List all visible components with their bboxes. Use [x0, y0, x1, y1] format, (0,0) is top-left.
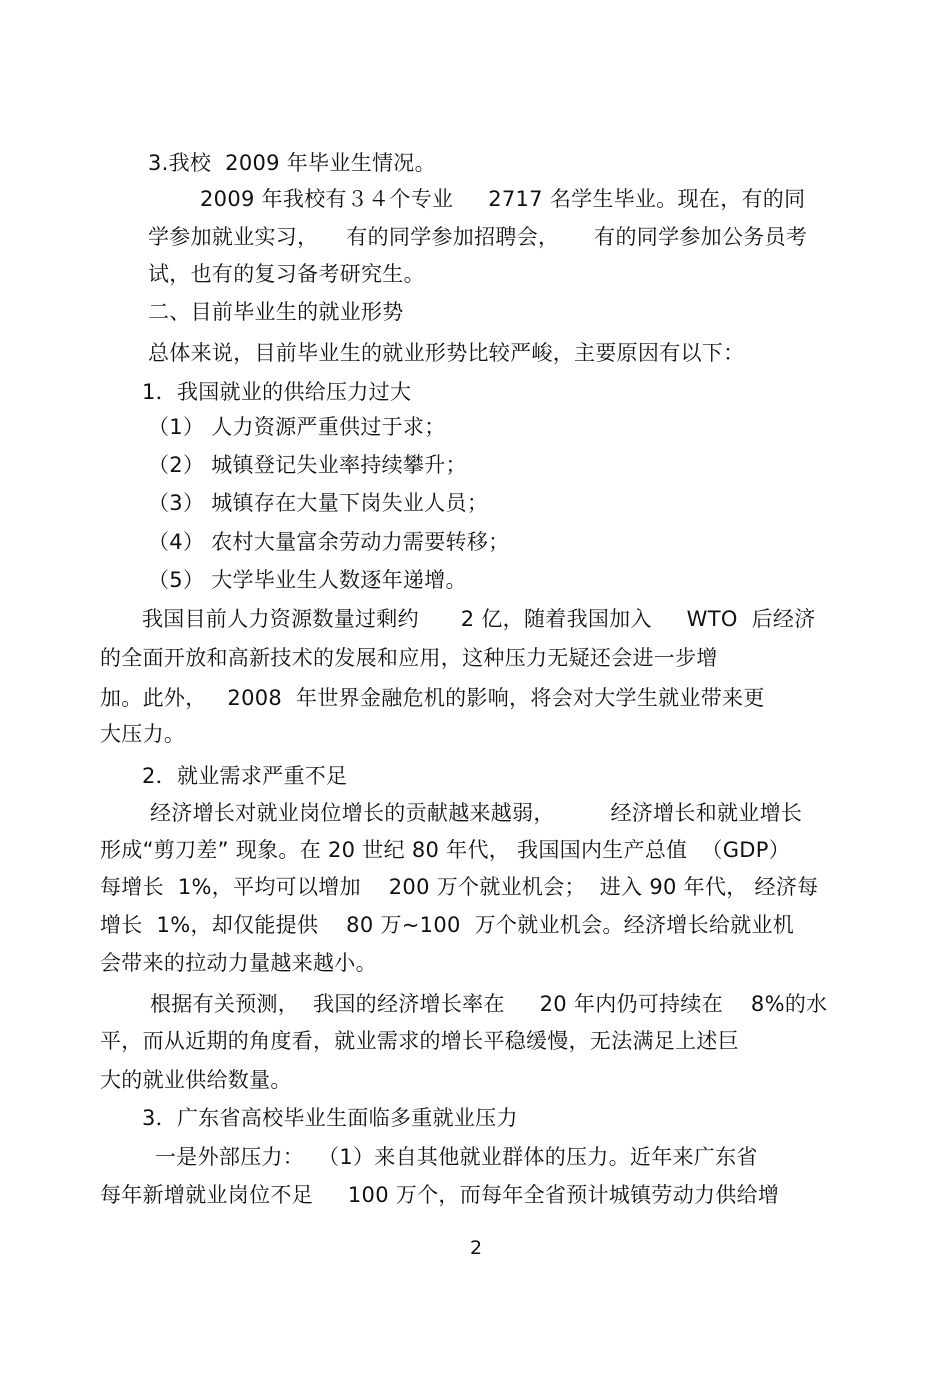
- list-item: （4） 农村大量富余劳动力需要转移；: [148, 530, 510, 554]
- page-number: 2: [470, 1237, 483, 1259]
- subsection-heading: 1．我国就业的供给压力过大: [142, 380, 412, 404]
- paragraph-line: 我国目前人力资源数量过剩约 2 亿，随着我国加入 WTO 后经济: [142, 607, 816, 631]
- list-item: （5） 大学毕业生人数逐年递增。: [148, 568, 467, 592]
- paragraph-line: 平，而从近期的角度看，就业需求的增长平稳缓慢，无法满足上述巨: [100, 1029, 739, 1053]
- paragraph-line: 根据有关预测， 我国的经济增长率在 20 年内仍可持续在 8%的水: [150, 992, 828, 1016]
- section-heading: 3.我校 2009 年毕业生情况。: [148, 151, 436, 175]
- paragraph-line: 每年新增就业岗位不足 100 万个，而每年全省预计城镇劳动力供给增: [100, 1183, 780, 1207]
- paragraph-line: 加。此外， 2008 年世界金融危机的影响，将会对大学生就业带来更: [100, 686, 765, 710]
- paragraph-line: 大压力。: [100, 722, 186, 746]
- subsection-heading: 3．广东省高校毕业生面临多重就业压力: [142, 1106, 518, 1130]
- paragraph-line: 大的就业供给数量。: [100, 1068, 292, 1092]
- paragraph-line: 会带来的拉动力量越来越小。: [100, 951, 377, 975]
- paragraph-line: 经济增长对就业岗位增长的贡献越来越弱， 经济增长和就业增长: [150, 801, 803, 825]
- list-item: （3） 城镇存在大量下岗失业人员；: [148, 491, 489, 515]
- subsection-heading: 2．就业需求严重不足: [142, 764, 348, 788]
- paragraph-line: 形成“剪刀差” 现象。在 20 世纪 80 年代， 我国国内生产总值 （GDP）: [100, 838, 791, 862]
- paragraph-line: 的全面开放和高新技术的发展和应用，这种压力无疑还会进一步增: [100, 646, 718, 670]
- list-item: （1） 人力资源严重供过于求；: [148, 415, 446, 439]
- section-heading: 二、目前毕业生的就业形势: [148, 300, 404, 324]
- paragraph-line: 一是外部压力： （1）来自其他就业群体的压力。近年来广东省: [155, 1145, 758, 1169]
- paragraph-line: 总体来说，目前毕业生的就业形势比较严峻，主要原因有以下：: [148, 341, 745, 365]
- list-item: （2） 城镇登记失业率持续攀升；: [148, 453, 467, 477]
- paragraph-line: 试，也有的复习备考研究生。: [148, 262, 425, 286]
- paragraph-line: 学参加就业实习， 有的同学参加招聘会， 有的同学参加公务员考: [148, 225, 808, 249]
- paragraph-line: 每增长 1%，平均可以增加 200 万个就业机会； 进入 90 年代， 经济每: [100, 875, 819, 899]
- paragraph-line: 增长 1%，却仅能提供 80 万~100 万个就业机会。经济增长给就业机: [100, 913, 795, 937]
- paragraph-line: 2009 年我校有３４个专业 2717 名学生毕业。现在，有的同: [200, 187, 806, 211]
